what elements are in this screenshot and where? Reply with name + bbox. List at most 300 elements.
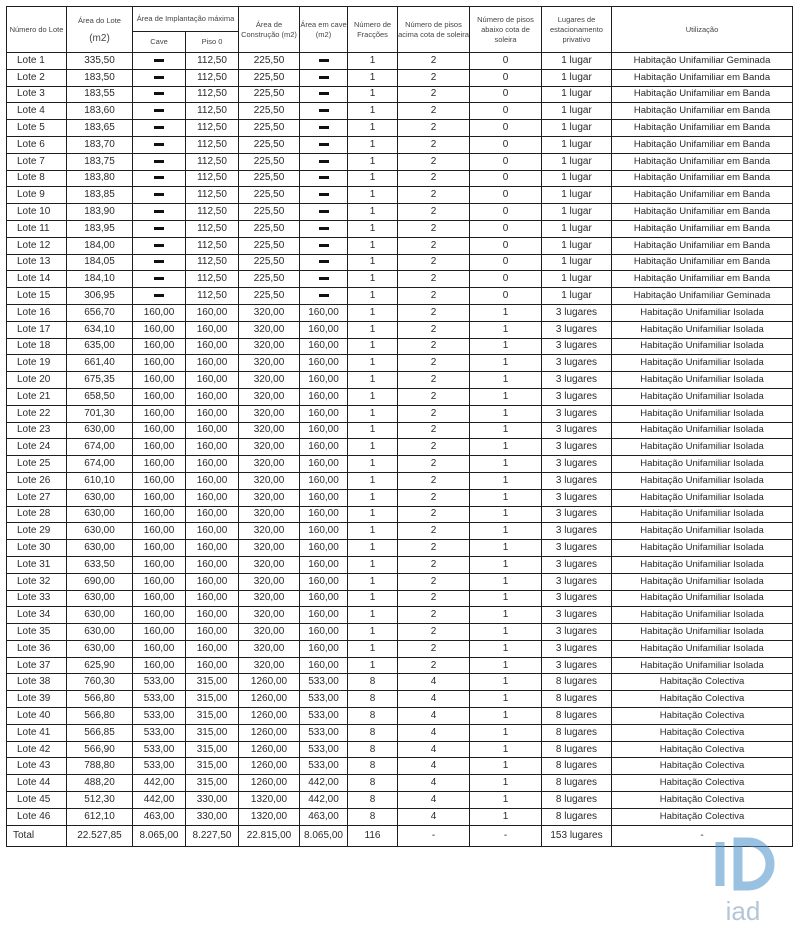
cell-cave: 533,00 [133,708,186,725]
cell-cave: 533,00 [133,724,186,741]
cell-lote: Lote 33 [7,590,67,607]
cell-lote: Lote 22 [7,405,67,422]
cell-cave: 160,00 [133,640,186,657]
cell-fraccoes: 8 [348,724,398,741]
cell-area: 612,10 [67,808,133,825]
cell-piso0: 315,00 [186,691,239,708]
cell-lote: Lote 37 [7,657,67,674]
cell-util: Habitação Unifamiliar em Banda [612,271,793,288]
cell-lugares: 3 lugares [542,472,612,489]
cell-piso0: 315,00 [186,724,239,741]
cell-area-cave: 160,00 [300,489,348,506]
cell-util: Habitação Unifamiliar em Banda [612,254,793,271]
dash-icon [154,59,164,62]
cell-piso0: 112,50 [186,288,239,305]
cell-fraccoes: 1 [348,220,398,237]
cell-construcao: 225,50 [239,288,300,305]
cell-cave [133,69,186,86]
cell-fraccoes: 1 [348,624,398,641]
cell-util: Habitação Unifamiliar em Banda [612,187,793,204]
cell-cave: 160,00 [133,540,186,557]
cell-acima: 2 [398,355,470,372]
cell-abaixo: 1 [470,640,542,657]
cell-util: Habitação Unifamiliar Isolada [612,388,793,405]
cell-fraccoes: 8 [348,758,398,775]
cell-acima: 2 [398,237,470,254]
cell-area-cave [300,220,348,237]
cell-util: Habitação Unifamiliar Isolada [612,422,793,439]
cell-lote: Lote 38 [7,674,67,691]
dash-icon [154,244,164,247]
cell-cave: 160,00 [133,388,186,405]
cell-abaixo: 0 [470,170,542,187]
cell-construcao: 320,00 [239,523,300,540]
cell-lote: Lote 10 [7,204,67,221]
cell-construcao: 225,50 [239,237,300,254]
cell-piso0: 315,00 [186,775,239,792]
header-utilizacao: Utilização [612,7,793,53]
cell-piso0: 112,50 [186,254,239,271]
cell-util: Habitação Unifamiliar Geminada [612,53,793,70]
cell-area: 335,50 [67,53,133,70]
cell-piso0: 160,00 [186,439,239,456]
table-row [7,758,793,775]
cell-abaixo: 1 [470,304,542,321]
table-row [7,220,793,237]
cell-area: 690,00 [67,573,133,590]
cell-piso0: 330,00 [186,808,239,825]
cell-area: 183,55 [67,86,133,103]
header-cave: Cave [133,32,186,53]
cell-piso0: 160,00 [186,540,239,557]
cell-construcao: 320,00 [239,573,300,590]
cell-fraccoes: 1 [348,355,398,372]
table-row [7,338,793,355]
cell-lugares: 1 lugar [542,153,612,170]
table-row [7,355,793,372]
cell-area: 760,30 [67,674,133,691]
cell-construcao: 320,00 [239,405,300,422]
cell-area-cave [300,288,348,305]
cell-lote: Lote 45 [7,792,67,809]
cell-area: 658,50 [67,388,133,405]
cell-fraccoes: 1 [348,422,398,439]
cell-fraccoes: 8 [348,775,398,792]
cell-piso0: 160,00 [186,657,239,674]
cell-fraccoes: 1 [348,489,398,506]
cell-construcao: 225,50 [239,136,300,153]
cell-abaixo: 1 [470,523,542,540]
cell-construcao: 225,50 [239,69,300,86]
cell-area: 184,05 [67,254,133,271]
cell-lote: Lote 4 [7,103,67,120]
cell-construcao: 1260,00 [239,708,300,725]
cell-abaixo: 0 [470,120,542,137]
cell-area-cave: 160,00 [300,388,348,405]
cell-lugares: 3 lugares [542,523,612,540]
cell-fraccoes: 1 [348,69,398,86]
cell-util: Habitação Unifamiliar Isolada [612,590,793,607]
cell-acima: 2 [398,607,470,624]
header-lugares: Lugares de estacionamento privativo [542,7,612,53]
cell-construcao: 225,50 [239,204,300,221]
cell-construcao: 320,00 [239,439,300,456]
cell-lote: Lote 29 [7,523,67,540]
table-row [7,607,793,624]
cell-area-cave: 160,00 [300,657,348,674]
cell-construcao: 320,00 [239,338,300,355]
cell-area: 635,00 [67,338,133,355]
table-row [7,674,793,691]
cell-construcao: 1260,00 [239,775,300,792]
cell-lote: Lote 34 [7,607,67,624]
cell-piso0: 160,00 [186,372,239,389]
cell-lote: Lote 6 [7,136,67,153]
cell-util: Habitação Unifamiliar Isolada [612,321,793,338]
cell-acima: 4 [398,808,470,825]
table-row [7,456,793,473]
cell-lugares: 3 lugares [542,540,612,557]
dash-icon [319,92,329,95]
dash-icon [319,277,329,280]
cell-acima: 2 [398,439,470,456]
table-row [7,590,793,607]
cell-acima: 2 [398,523,470,540]
cell-area-cave [300,69,348,86]
cell-abaixo: 1 [470,489,542,506]
cell-fraccoes: 1 [348,439,398,456]
cell-construcao: 320,00 [239,355,300,372]
cell-lote: Lote 43 [7,758,67,775]
cell-cave: 160,00 [133,456,186,473]
cell-lugares: 1 lugar [542,120,612,137]
total-area-cave: 8.065,00 [300,825,348,846]
cell-construcao: 225,50 [239,86,300,103]
cell-acima: 2 [398,86,470,103]
table-row [7,271,793,288]
cell-lote: Lote 39 [7,691,67,708]
cell-util: Habitação Unifamiliar em Banda [612,170,793,187]
header-area-implantacao: Área de Implantação máxima [133,7,239,32]
cell-cave: 160,00 [133,523,186,540]
total-cave: 8.065,00 [133,825,186,846]
cell-area: 183,80 [67,170,133,187]
cell-util: Habitação Unifamiliar em Banda [612,103,793,120]
cell-lugares: 3 lugares [542,624,612,641]
cell-piso0: 160,00 [186,489,239,506]
cell-area-cave: 160,00 [300,624,348,641]
cell-area-cave: 533,00 [300,724,348,741]
cell-acima: 2 [398,204,470,221]
cell-lote: Lote 17 [7,321,67,338]
dash-icon [319,294,329,297]
cell-area: 675,35 [67,372,133,389]
table-row [7,86,793,103]
cell-lote: Lote 14 [7,271,67,288]
cell-area: 661,40 [67,355,133,372]
cell-acima: 2 [398,271,470,288]
cell-abaixo: 1 [470,624,542,641]
cell-lote: Lote 41 [7,724,67,741]
cell-area-cave: 160,00 [300,607,348,624]
cell-area: 630,00 [67,540,133,557]
cell-construcao: 1320,00 [239,808,300,825]
cell-fraccoes: 1 [348,170,398,187]
cell-lote: Lote 1 [7,53,67,70]
table-row [7,237,793,254]
cell-area-cave: 533,00 [300,758,348,775]
dash-icon [154,193,164,196]
cell-area: 306,95 [67,288,133,305]
cell-lote: Lote 7 [7,153,67,170]
cell-area-cave: 533,00 [300,691,348,708]
cell-area-cave: 160,00 [300,472,348,489]
dash-icon [154,294,164,297]
cell-area: 630,00 [67,624,133,641]
cell-area-cave: 533,00 [300,674,348,691]
total-acima: - [398,825,470,846]
cell-lugares: 8 lugares [542,724,612,741]
cell-area: 674,00 [67,439,133,456]
cell-area-cave: 160,00 [300,422,348,439]
cell-piso0: 160,00 [186,523,239,540]
cell-fraccoes: 1 [348,573,398,590]
cell-piso0: 160,00 [186,405,239,422]
cell-construcao: 320,00 [239,590,300,607]
cell-cave [133,53,186,70]
cell-construcao: 1260,00 [239,724,300,741]
cell-abaixo: 1 [470,456,542,473]
cell-fraccoes: 8 [348,792,398,809]
cell-area: 630,00 [67,590,133,607]
cell-util: Habitação Unifamiliar em Banda [612,136,793,153]
cell-fraccoes: 1 [348,103,398,120]
table-row [7,405,793,422]
cell-abaixo: 1 [470,405,542,422]
cell-cave [133,153,186,170]
cell-area: 630,00 [67,489,133,506]
dash-icon [154,76,164,79]
cell-abaixo: 0 [470,86,542,103]
table-body [7,53,793,826]
cell-util: Habitação Unifamiliar Isolada [612,556,793,573]
cell-lugares: 8 lugares [542,674,612,691]
table-row [7,372,793,389]
dash-icon [154,109,164,112]
cell-acima: 2 [398,103,470,120]
cell-area: 633,50 [67,556,133,573]
cell-construcao: 225,50 [239,53,300,70]
cell-cave: 160,00 [133,472,186,489]
table-row [7,170,793,187]
cell-lote: Lote 35 [7,624,67,641]
cell-piso0: 160,00 [186,456,239,473]
cell-fraccoes: 1 [348,590,398,607]
cell-cave [133,271,186,288]
cell-area-cave: 160,00 [300,556,348,573]
cell-area-cave: 160,00 [300,573,348,590]
cell-lugares: 8 lugares [542,808,612,825]
cell-acima: 4 [398,792,470,809]
cell-lote: Lote 13 [7,254,67,271]
dash-icon [319,76,329,79]
cell-piso0: 160,00 [186,624,239,641]
dash-icon [154,176,164,179]
cell-area: 183,60 [67,103,133,120]
cell-piso0: 160,00 [186,556,239,573]
cell-lugares: 1 lugar [542,254,612,271]
cell-piso0: 160,00 [186,506,239,523]
cell-lote: Lote 12 [7,237,67,254]
cell-abaixo: 1 [470,607,542,624]
cell-construcao: 1260,00 [239,674,300,691]
header-row [7,7,793,32]
cell-abaixo: 1 [470,724,542,741]
cell-fraccoes: 1 [348,657,398,674]
cell-area: 183,90 [67,204,133,221]
cell-util: Habitação Unifamiliar Isolada [612,405,793,422]
table-row [7,53,793,70]
header-piso0: Piso 0 [186,32,239,53]
table-row [7,187,793,204]
table-row [7,489,793,506]
cell-area: 566,85 [67,724,133,741]
cell-abaixo: 0 [470,237,542,254]
cell-abaixo: 1 [470,674,542,691]
cell-fraccoes: 8 [348,708,398,725]
cell-area-cave: 160,00 [300,372,348,389]
cell-lote: Lote 44 [7,775,67,792]
cell-acima: 2 [398,556,470,573]
cell-cave: 160,00 [133,657,186,674]
cell-abaixo: 0 [470,136,542,153]
cell-acima: 2 [398,489,470,506]
cell-util: Habitação Colectiva [612,674,793,691]
cell-area-cave [300,271,348,288]
cell-fraccoes: 1 [348,640,398,657]
cell-acima: 4 [398,741,470,758]
cell-construcao: 320,00 [239,640,300,657]
total-piso0: 8.227,50 [186,825,239,846]
cell-fraccoes: 1 [348,187,398,204]
table-row [7,624,793,641]
cell-construcao: 1260,00 [239,691,300,708]
cell-cave [133,237,186,254]
cell-abaixo: 0 [470,288,542,305]
table-row [7,254,793,271]
cell-fraccoes: 1 [348,304,398,321]
cell-piso0: 160,00 [186,590,239,607]
cell-construcao: 320,00 [239,657,300,674]
table-row [7,204,793,221]
cell-acima: 2 [398,640,470,657]
dash-icon [154,210,164,213]
cell-acima: 4 [398,691,470,708]
cell-piso0: 160,00 [186,321,239,338]
cell-piso0: 315,00 [186,674,239,691]
cell-cave: 160,00 [133,405,186,422]
cell-area: 183,50 [67,69,133,86]
table-row [7,103,793,120]
cell-area-cave: 160,00 [300,640,348,657]
table-row [7,573,793,590]
dash-icon [319,193,329,196]
table-row [7,724,793,741]
cell-cave: 442,00 [133,792,186,809]
cell-construcao: 1320,00 [239,792,300,809]
cell-fraccoes: 1 [348,288,398,305]
cell-fraccoes: 1 [348,321,398,338]
cell-lugares: 3 lugares [542,355,612,372]
cell-acima: 2 [398,372,470,389]
cell-cave: 160,00 [133,556,186,573]
table-row [7,439,793,456]
table-row [7,321,793,338]
cell-area-cave [300,120,348,137]
cell-abaixo: 0 [470,254,542,271]
cell-abaixo: 0 [470,103,542,120]
cell-lugares: 3 lugares [542,439,612,456]
cell-lugares: 1 lugar [542,187,612,204]
cell-acima: 2 [398,472,470,489]
cell-piso0: 112,50 [186,103,239,120]
cell-util: Habitação Colectiva [612,792,793,809]
cell-acima: 2 [398,288,470,305]
cell-abaixo: 1 [470,540,542,557]
cell-util: Habitação Unifamiliar em Banda [612,237,793,254]
cell-area-cave: 160,00 [300,506,348,523]
cell-area: 625,90 [67,657,133,674]
cell-acima: 2 [398,53,470,70]
dash-icon [319,143,329,146]
table-row [7,506,793,523]
cell-lote: Lote 20 [7,372,67,389]
cell-area-cave [300,237,348,254]
cell-construcao: 1260,00 [239,758,300,775]
cell-abaixo: 1 [470,691,542,708]
cell-lugares: 3 lugares [542,422,612,439]
cell-cave: 160,00 [133,607,186,624]
header-num-fraccoes: Número de Fracções [348,7,398,53]
cell-lugares: 8 lugares [542,691,612,708]
cell-acima: 2 [398,254,470,271]
table-row [7,69,793,86]
cell-lote: Lote 2 [7,69,67,86]
cell-area-cave: 160,00 [300,456,348,473]
cell-util: Habitação Unifamiliar em Banda [612,153,793,170]
cell-lote: Lote 26 [7,472,67,489]
cell-area: 656,70 [67,304,133,321]
cell-area: 488,20 [67,775,133,792]
dash-icon [319,160,329,163]
cell-construcao: 320,00 [239,506,300,523]
cell-lugares: 3 lugares [542,372,612,389]
cell-construcao: 225,50 [239,271,300,288]
cell-abaixo: 1 [470,388,542,405]
cell-abaixo: 1 [470,422,542,439]
cell-area-cave: 533,00 [300,741,348,758]
cell-lugares: 8 lugares [542,708,612,725]
cell-area: 183,85 [67,187,133,204]
total-fraccoes: 116 [348,825,398,846]
cell-acima: 2 [398,338,470,355]
cell-cave: 442,00 [133,775,186,792]
cell-fraccoes: 8 [348,674,398,691]
cell-fraccoes: 1 [348,405,398,422]
cell-cave [133,254,186,271]
cell-abaixo: 0 [470,153,542,170]
cell-cave: 160,00 [133,439,186,456]
